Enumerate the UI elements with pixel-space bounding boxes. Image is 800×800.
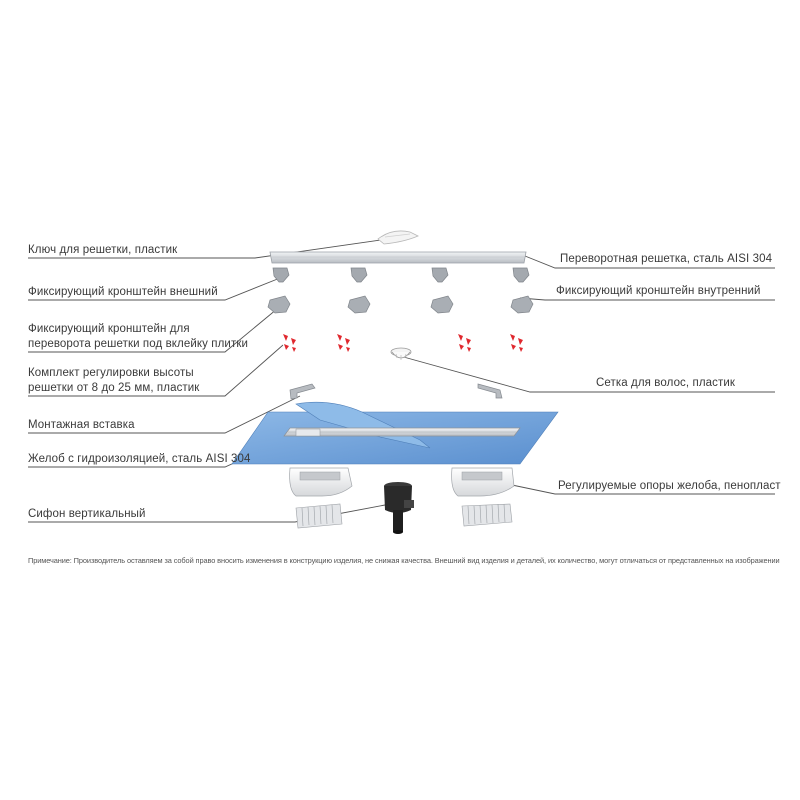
label-siphon: Сифон вертикальный: [28, 508, 146, 520]
clip-set: [510, 334, 523, 352]
outer-brackets: [273, 268, 529, 282]
footnote: Примечание: Производитель оставляем за собой право вносить изменения в конструкцию изделия, не снижая качества. Внешний вид изделия и деталей, их количество, могут отличаться от представленных на изображении: [28, 556, 780, 565]
label-height-kit-line1: Комплект регулировки высоты: [28, 367, 194, 379]
support-comb: [296, 504, 342, 528]
outer-bracket: [351, 268, 367, 282]
grate-key: [378, 231, 418, 244]
label-hair-strainer: Сетка для волос, пластик: [596, 377, 736, 389]
label-tile-bracket-line2: переворота решетки под вклейку плитки: [28, 338, 248, 350]
vertical-siphon: [384, 482, 414, 534]
label-key: Ключ для решетки, пластик: [28, 244, 178, 256]
mount-inserts: [290, 384, 502, 399]
tile-bracket: [268, 296, 290, 313]
mount-insert: [290, 384, 315, 399]
reversible-grate: [270, 252, 526, 263]
tile-bracket: [348, 296, 370, 313]
label-inner-bracket: Фиксирующий кронштейн внутренний: [556, 285, 761, 297]
clip-set: [283, 334, 296, 352]
support-block: [452, 468, 514, 496]
tile-brackets: [268, 296, 533, 313]
outer-bracket: [513, 268, 529, 282]
label-outer-bracket: Фиксирующий кронштейн внешний: [28, 286, 218, 298]
label-mount-insert: Монтажная вставка: [28, 419, 135, 431]
tile-bracket: [511, 296, 533, 313]
label-channel: Желоб с гидроизоляцией, сталь AISI 304: [28, 453, 251, 465]
clip-set: [337, 334, 350, 352]
support-comb: [462, 504, 512, 526]
label-tile-bracket-line1: Фиксирующий кронштейн для: [28, 323, 190, 335]
label-supports: Регулируемые опоры желоба, пенопласт: [558, 480, 781, 492]
label-grate: Переворотная решетка, сталь AISI 304: [560, 253, 773, 265]
mount-insert: [478, 384, 502, 398]
tile-bracket: [431, 296, 453, 313]
clip-set: [458, 334, 471, 352]
outer-bracket: [432, 268, 448, 282]
drain-channel: [232, 402, 558, 464]
label-height-kit-line2: решетки от 8 до 25 мм, пластик: [28, 382, 200, 394]
support-block: [290, 468, 352, 496]
